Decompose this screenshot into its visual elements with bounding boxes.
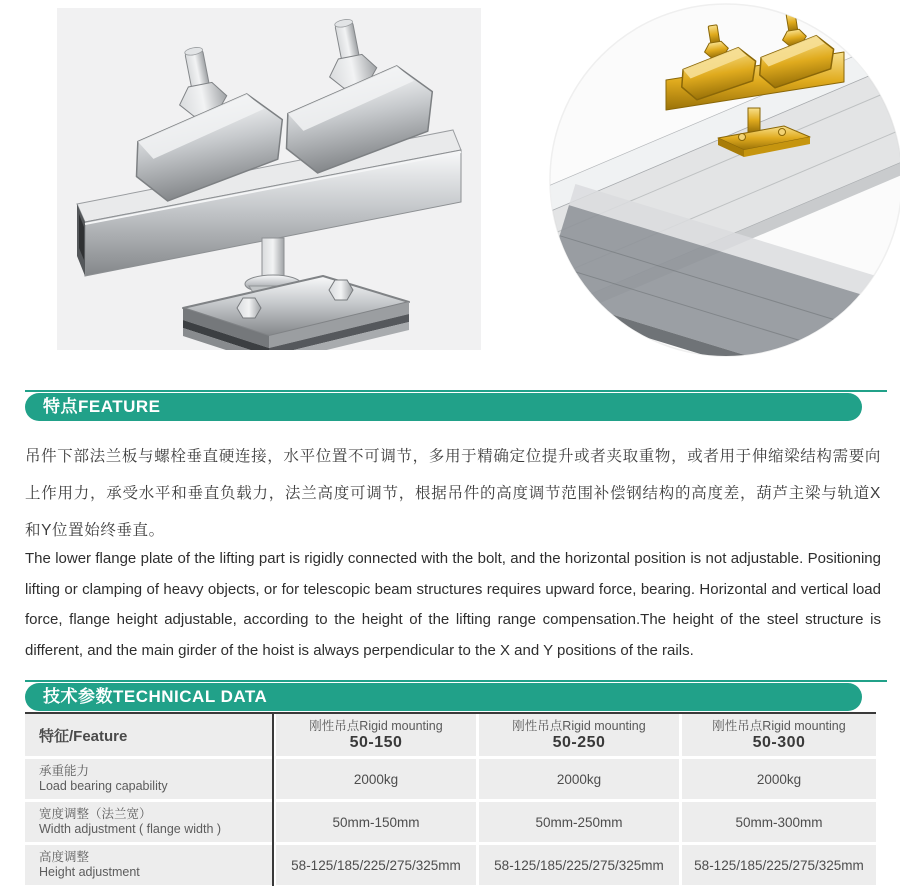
table-row-label-width-adjustment — [25, 802, 273, 842]
table-header-model-3 — [679, 714, 876, 756]
column-model: 50-150 — [349, 733, 403, 751]
installation-view-image — [530, 0, 900, 380]
table-cell: 50mm-300mm — [679, 802, 876, 842]
table-cell: 50mm-250mm — [476, 802, 679, 842]
table-top-border — [25, 712, 876, 714]
row-label-en: Width adjustment ( flange width ) — [39, 822, 222, 836]
table-cell: 58-125/185/225/275/325mm — [476, 845, 679, 885]
feature-section-header: 特点FEATURE — [25, 393, 862, 421]
table-cell: 2000kg — [679, 759, 876, 799]
column-model: 50-300 — [752, 733, 806, 751]
row-label-cn: 承重能力 — [39, 764, 90, 778]
table-cell: 58-125/185/225/275/325mm — [273, 845, 476, 885]
row-label-en: Load bearing capability — [39, 779, 168, 793]
table-header-model-1 — [273, 714, 476, 756]
feature-paragraph-chinese: 吊件下部法兰板与螺栓垂直硬连接，水平位置不可调节，多用于精确定位提升或者夹取重物，或者用于伸缩梁结构需要向上作用力，承受水平和垂直负载力，法兰高度可调节，根据吊件的高度调节范围补偿钢结构的高度差，葫芦主梁与轨道X和Y位置始终垂直。 — [25, 448, 881, 539]
row-label-cn: 高度调整 — [39, 850, 90, 864]
technical-section-header: 技术参数TECHNICAL DATA — [25, 683, 862, 711]
beam-clamp-render-image — [57, 8, 481, 350]
technical-top-rule — [25, 680, 887, 682]
feature-paragraph-english: The lower flange plate of the lifting part is rigidly connected with the bolt, and the horizontal position is not adjustable. Positioning lifting or clamping of heavy objects, or for telescopic beam structures requires upward force, bearing. Horizontal and vertical load force, flange height adjustable, according to the height of the lifting range compensation.The height of the steel structure is different, and the main girder of the hoist is always perpendicular to the X and Y positions of the rails. — [25, 550, 881, 659]
column-title: 刚性吊点Rigid mounting — [512, 718, 646, 733]
table-column-divider — [272, 712, 274, 886]
table-row-label-load-bearing — [25, 759, 273, 799]
table-cell: 2000kg — [476, 759, 679, 799]
installation-inset — [530, 0, 900, 380]
technical-data-table — [25, 714, 876, 885]
table-header-model-2 — [476, 714, 679, 756]
table-cell: 50mm-150mm — [273, 802, 476, 842]
row-label-cn: 宽度调整（法兰宽） — [39, 807, 152, 821]
row-label-en: Height adjustment — [39, 865, 140, 879]
column-title: 刚性吊点Rigid mounting — [309, 718, 443, 733]
product-photo — [57, 8, 481, 350]
column-model: 50-250 — [552, 733, 606, 751]
feature-top-rule — [25, 390, 887, 392]
table-cell: 2000kg — [273, 759, 476, 799]
table-row-label-height-adjustment — [25, 845, 273, 885]
table-header-feature: 特征/Feature — [25, 714, 273, 756]
table-cell: 58-125/185/225/275/325mm — [679, 845, 876, 885]
column-title: 刚性吊点Rigid mounting — [712, 718, 846, 733]
stem-and-flange-plate — [183, 238, 409, 350]
